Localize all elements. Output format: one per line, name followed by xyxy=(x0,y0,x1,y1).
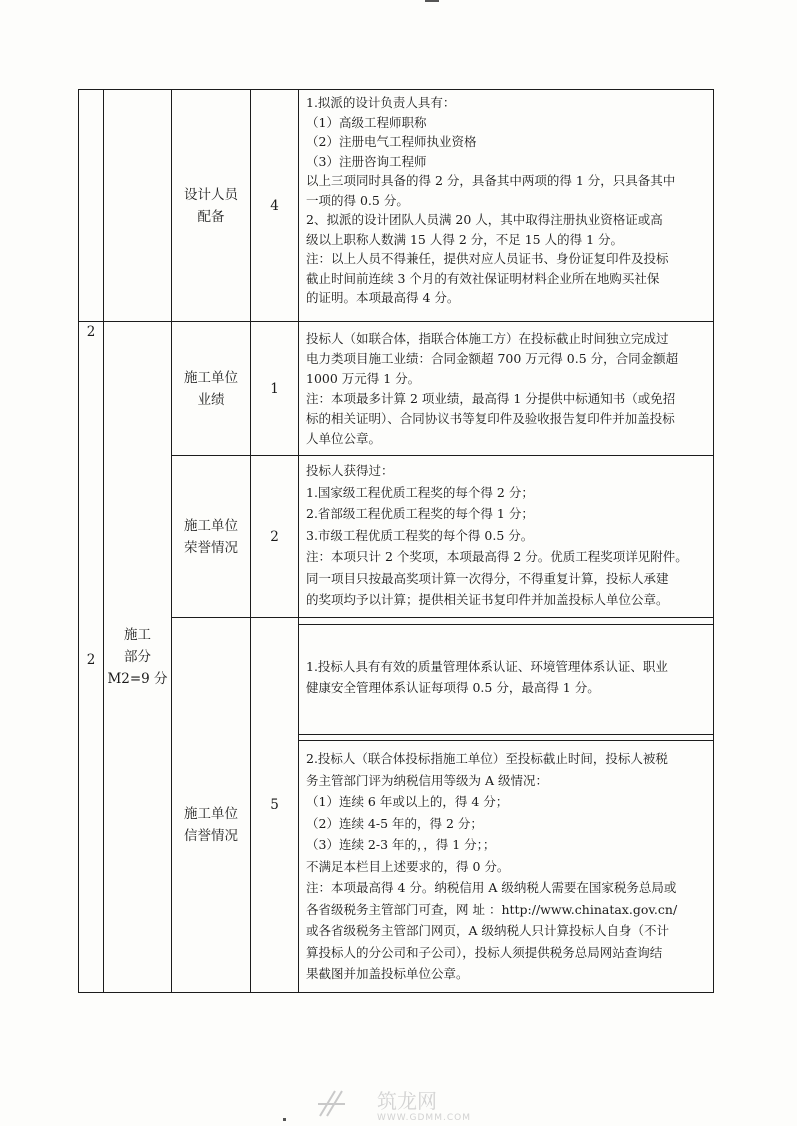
content-credit-part2: 2.投标人（联合体投标指施工单位）至投标截止时间，投标人被税 务主管部门评为纳税信用等级为 A 级情况： （1）连续 6 年或以上的，得 4 分； （2）连续 4-5 年的，得 2 分； （3）连续 2-3 年的，，得 1 分；； 不满足本栏目上述要求的，得 0 分。 注：本项最高得 4 分。纳税信用 A 级纳税人需要在国家税务总局或 各省级税务主管部门可查，网 址 ：http://www.chinatax.gov.cn/ 或各省级税务主管部门网页，A 级纳税人只计算投标人自身（不计 算投标人的分公司和子公司），投标人须提供税务总局网站查询结 果截图并加盖投标单位公章。 xyxy=(306,751,678,981)
score-construction-performance: 1 xyxy=(270,380,279,397)
scan-mark-bottom xyxy=(283,1118,286,1121)
watermark xyxy=(315,1086,515,1122)
col-line-4 xyxy=(298,89,299,993)
score-design-staff: 4 xyxy=(270,197,279,214)
item-construction-credit: 施工单位 信誉情况 xyxy=(184,806,238,844)
row-divider-4a xyxy=(298,624,714,625)
item-design-staff: 设计人员 配备 xyxy=(184,186,238,225)
content-construction-performance: 投标人（如联合体，指联合体施工方）在投标截止时间独立完成过 电力类项目施工业绩：合同金额超 700 万元得 0.5 分，合同金额超 1000 万元得 1 分。 注：本项最多计算 2 项业绩，最高得 1 分提供中标通知书（或免招 标的相关证明）、合同协议书等复印件及验收报告复印件并加盖投标 人单位公章。 xyxy=(306,331,679,446)
seq-number-main: 2 xyxy=(86,652,96,668)
scan-mark-top xyxy=(425,0,439,2)
row-divider-3 xyxy=(171,617,714,618)
content-construction-honors: 投标人获得过： 1.国家级工程优质工程奖的每个得 2 分； 2.省部级工程优质工程奖的每个得 1 分； 3.市级工程优质工程奖的每个得 0.5 分。 注：本项只计 2 个奖项，本项最高得 2 分。优质工程奖项详见附件。 同一项目只按最高奖项计算一次得分，不得重复计算，投标人承建 的奖项均予以计算；提供相关证书复印件并加盖投标人单位公章。 xyxy=(306,463,688,607)
content-credit-part1: 1.投标人具有有效的质量管理体系认证、环境管理体系认证、职业 健康安全管理体系认证每项得 0.5 分，最高得 1 分。 xyxy=(306,659,668,695)
seq-number: 2 xyxy=(86,324,96,340)
score-construction-credit: 5 xyxy=(270,797,279,813)
svg-text:WWW.GDMM.COM: WWW.GDMM.COM xyxy=(377,1113,471,1122)
content-design-staff: 1.拟派的设计负责人具有： （1）高级工程师职称 （2）注册电气工程师执业资格 （3）注册咨询工程师 以上三项同时具备的得 2 分，具备其中两项的得 1 分，只具备其中 一项的得 0.5 分。 2、拟派的设计团队人员满 20 人，其中取得注册执业资格证或高 级以上职称人数满 15 人得 2 分，不足 15 人的得 1 分。 注：以上人员不得兼任，提供对应人员证书、身份证复印件及投标 截止时间前连续 3 个月的有效社保证明材料企业所在地购买社保 的证明。本项最高得 4 分。 xyxy=(306,95,676,305)
col-line-0 xyxy=(78,89,79,993)
svg-text:筑龙网: 筑龙网 xyxy=(377,1089,437,1113)
row-divider-4b xyxy=(298,734,714,735)
watermark-logo-icon xyxy=(315,1086,515,1122)
row-divider-4c xyxy=(298,740,714,741)
col-line-5 xyxy=(713,89,714,993)
item-construction-performance: 施工单位 业绩 xyxy=(184,369,238,408)
col-line-1 xyxy=(103,89,104,993)
section-label: 施工 部分 M2=9 分 xyxy=(107,627,168,687)
score-construction-honors: 2 xyxy=(270,528,279,545)
table-border-bottom xyxy=(78,992,714,993)
item-construction-honors: 施工单位 荣誉情况 xyxy=(184,517,238,556)
